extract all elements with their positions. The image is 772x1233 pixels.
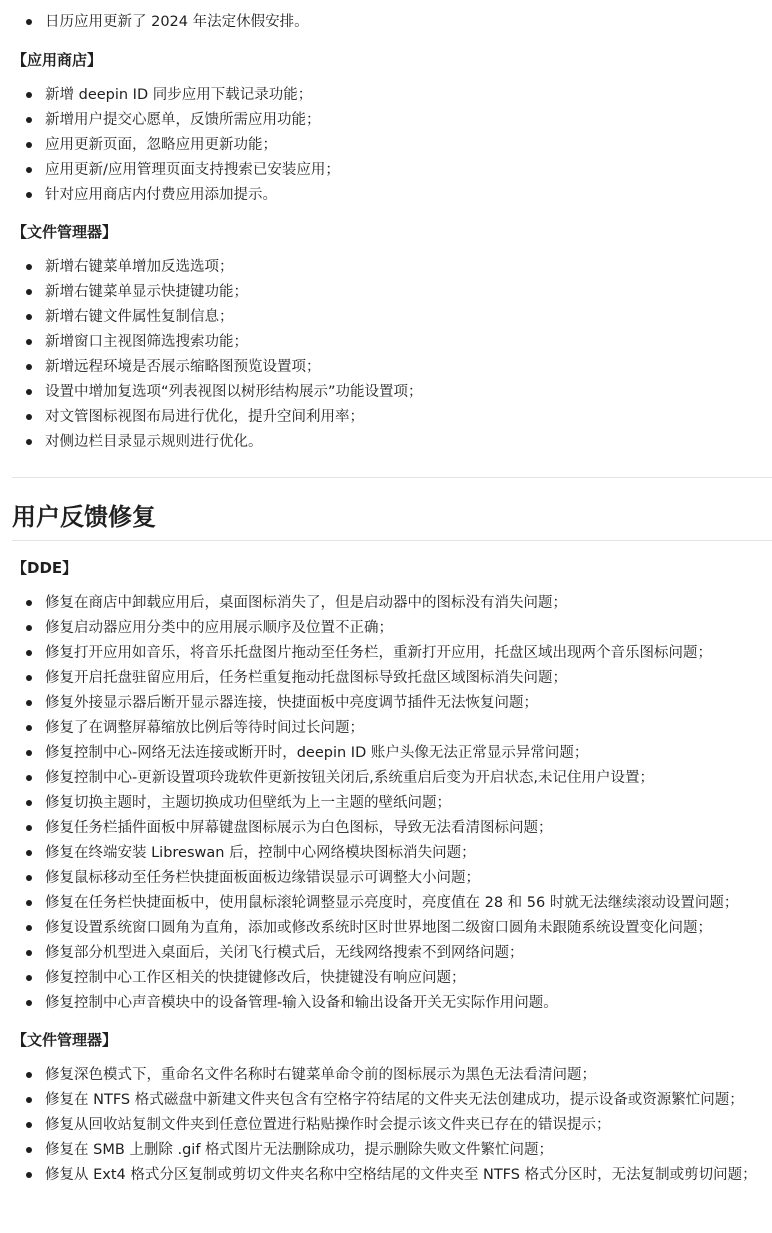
list-item: 修复开启托盘驻留应用后，任务栏重复拖动托盘图标导致托盘区域图标消失问题； (0, 666, 772, 691)
list-item: 修复控制中心工作区相关的快捷键修改后，快捷键没有响应问题； (0, 966, 772, 991)
list-item: 修复在任务栏快捷面板中，使用鼠标滚轮调整显示亮度时，亮度值在 28 和 56 时就无法继续滚动设置问题； (0, 891, 772, 916)
file-manager-list (0, 255, 772, 455)
section-title-feedback: 用户反馈修复 (12, 503, 156, 531)
section-heading-file-manager: 【文件管理器】 (12, 223, 118, 241)
list-item: 修复在终端安装 Libreswan 后，控制中心网络模块图标消失问题； (0, 841, 772, 866)
app-store-list (0, 83, 772, 208)
list-item: 修复打开应用如音乐，将音乐托盘图片拖动至任务栏，重新打开应用，托盘区域出现两个音乐图标问题； (0, 641, 772, 666)
list-item: 修复从回收站复制文件夹到任意位置进行粘贴操作时会提示该文件夹已存在的错误提示； (0, 1113, 772, 1138)
title-underline (12, 540, 772, 541)
list-item: 新增窗口主视图筛选搜索功能； (0, 330, 772, 355)
section-heading-file-manager-fix: 【文件管理器】 (12, 1031, 118, 1049)
list-item: 新增右键菜单显示快捷键功能； (0, 280, 772, 305)
list-item: 新增 deepin ID 同步应用下载记录功能； (0, 83, 772, 108)
list-item: 修复在 SMB 上删除 .gif 格式图片无法删除成功，提示删除失败文件繁忙问题； (0, 1138, 772, 1163)
list-item: 修复部分机型进入桌面后，关闭飞行模式后，无线网络搜索不到网络问题； (0, 941, 772, 966)
list-item: 对文管图标视图布局进行优化，提升空间利用率； (0, 405, 772, 430)
list-item: 新增用户提交心愿单，反馈所需应用功能； (0, 108, 772, 133)
file-manager-fix-list (0, 1063, 772, 1188)
section-heading-app-store: 【应用商店】 (12, 51, 103, 69)
list-item: 修复任务栏插件面板中屏幕键盘图标展示为白色图标，导致无法看清图标问题； (0, 816, 772, 841)
list-item: 修复深色模式下，重命名文件名称时右键菜单命令前的图标展示为黑色无法看清问题； (0, 1063, 772, 1088)
list-item: 应用更新页面，忽略应用更新功能； (0, 133, 772, 158)
list-item: 修复控制中心声音模块中的设备管理-输入设备和输出设备开关无实际作用问题。 (0, 991, 772, 1016)
section-heading-dde: 【DDE】 (12, 559, 78, 577)
list-item: 针对应用商店内付费应用添加提示。 (0, 183, 772, 208)
list-item: 修复设置系统窗口圆角为直角，添加或修改系统时区时世界地图二级窗口圆角未跟随系统设置变化问题； (0, 916, 772, 941)
list-item: 应用更新/应用管理页面支持搜索已安装应用； (0, 158, 772, 183)
dde-list (0, 591, 772, 1016)
list-item: 修复启动器应用分类中的应用展示顺序及位置不正确； (0, 616, 772, 641)
list-item: 修复在商店中卸载应用后，桌面图标消失了，但是启动器中的图标没有消失问题； (0, 591, 772, 616)
list-item: 修复控制中心-更新设置项玲珑软件更新按钮关闭后,系统重启后变为开启状态,未记住用户设置； (0, 766, 772, 791)
list-item: 新增远程环境是否展示缩略图预览设置项； (0, 355, 772, 380)
list-item: 修复切换主题时，主题切换成功但壁纸为上一主题的壁纸问题； (0, 791, 772, 816)
list-item: 新增右键文件属性复制信息； (0, 305, 772, 330)
list-item: 修复外接显示器后断开显示器连接，快捷面板中亮度调节插件无法恢复问题； (0, 691, 772, 716)
list-item: 修复在 NTFS 格式磁盘中新建文件夹包含有空格字符结尾的文件夹无法创建成功，提示设备或资源繁忙问题； (0, 1088, 772, 1113)
list-item: 修复了在调整屏幕缩放比例后等待时间过长问题； (0, 716, 772, 741)
list-item: 设置中增加复选项“列表视图以树形结构展示”功能设置项； (0, 380, 772, 405)
list-item: 对侧边栏目录显示规则进行优化。 (0, 430, 772, 455)
list-item: 修复鼠标移动至任务栏快捷面板面板边缘错误显示可调整大小问题； (0, 866, 772, 891)
intro-list (0, 10, 772, 35)
list-item: 日历应用更新了 2024 年法定休假安排。 (0, 10, 772, 35)
list-item: 修复从 Ext4 格式分区复制或剪切文件夹名称中空格结尾的文件夹至 NTFS 格式分区时，无法复制或剪切问题； (0, 1163, 772, 1188)
list-item: 新增右键菜单增加反选选项； (0, 255, 772, 280)
divider (12, 477, 772, 478)
list-item: 修复控制中心-网络无法连接或断开时，deepin ID 账户头像无法正常显示异常问题； (0, 741, 772, 766)
